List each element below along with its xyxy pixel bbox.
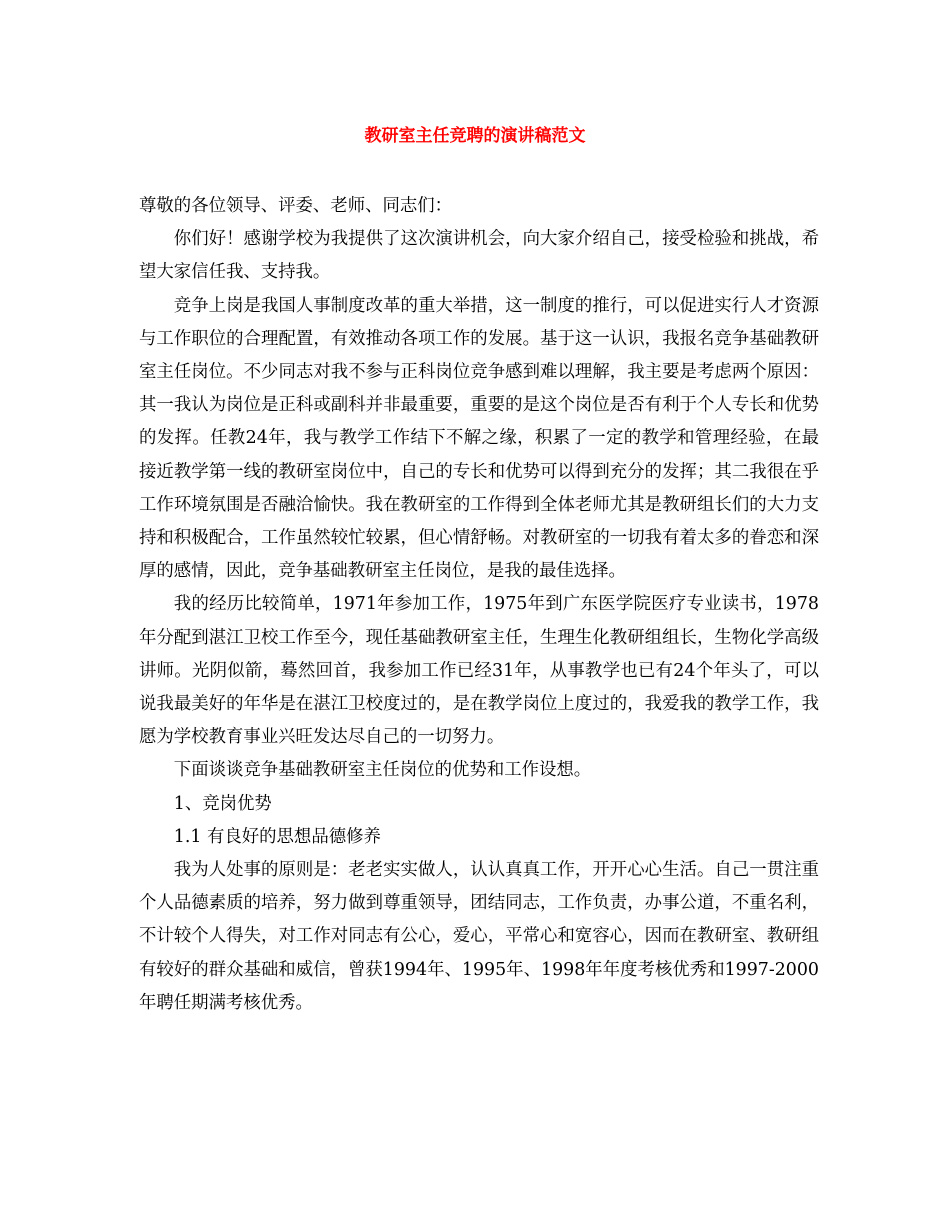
paragraph-greeting: 你们好！感谢学校为我提供了这次演讲机会，向大家介绍自己，接受检验和挑战，希望大家信任我、支持我。 xyxy=(139,229,819,283)
salutation: 尊敬的各位领导、评委、老师、同志们： xyxy=(139,196,453,216)
subsection-heading-morality: 1.1 有良好的思想品德修养 xyxy=(173,826,381,847)
document-title: 教研室主任竞聘的演讲稿范文 xyxy=(364,126,586,146)
document-body xyxy=(139,190,819,1020)
paragraph-principles: 我为人处事的原则是：老老实实做人，认认真真工作，开开心心生活。自己一贯注重个人品德素质的培养，努力做到尊重领导，团结同志，工作负责，办事公道，不重名利，不计较个人得失，对工作对同志有公心，爱心，平常心和宽容心，因而在教研室、教研组有较好的群众基础和威信，曾获1994年、1995年、1998年年度考核优秀和1997-2000年聘任期满考核优秀。 xyxy=(139,860,819,1013)
paragraph-reasons: 竞争上岗是我国人事制度改革的重大举措，这一制度的推行，可以促进实行人才资源与工作职位的合理配置，有效推动各项工作的发展。基于这一认识，我报名竞争基础教研室主任岗位。不少同志对我不参与正科岗位竞争感到难以理解，我主要是考虑两个原因：其一我认为岗位是正科或副科并非最重要，重要的是这个岗位是否有利于个人专长和优势的发挥。任教24年，我与教学工作结下不解之缘，积累了一定的教学和管理经验，在最接近教学第一线的教研室岗位中，自己的专长和优势可以得到充分的发挥；其二我很在乎工作环境氛围是否融洽愉快。我在教研室的工作得到全体老师尤其是教研组长们的大力支持和积极配合，工作虽然较忙较累，但心情舒畅。对教研室的一切我有着太多的眷恋和深厚的感情，因此，竞争基础教研室主任岗位，是我的最佳选择。 xyxy=(139,295,819,582)
paragraph-experience: 我的经历比较简单，1971年参加工作，1975年到广东医学院医疗专业读书，1978年分配到湛江卫校工作至今，现任基础教研室主任，生理生化教研组组长，生物化学高级讲师。光阴似箭，蓦然回首，我参加工作已经31年，从事教学也已有24个年头了，可以说我最美好的年华是在湛江卫校度过的，是在教学岗位上度过的，我爱我的教学工作，我愿为学校教育事业兴旺发达尽自己的一切努力。 xyxy=(139,594,819,748)
section-heading-advantages: 1、竞岗优势 xyxy=(173,793,272,814)
paragraph-intro-advantages: 下面谈谈竞争基础教研室主任岗位的优势和工作设想。 xyxy=(173,760,592,781)
